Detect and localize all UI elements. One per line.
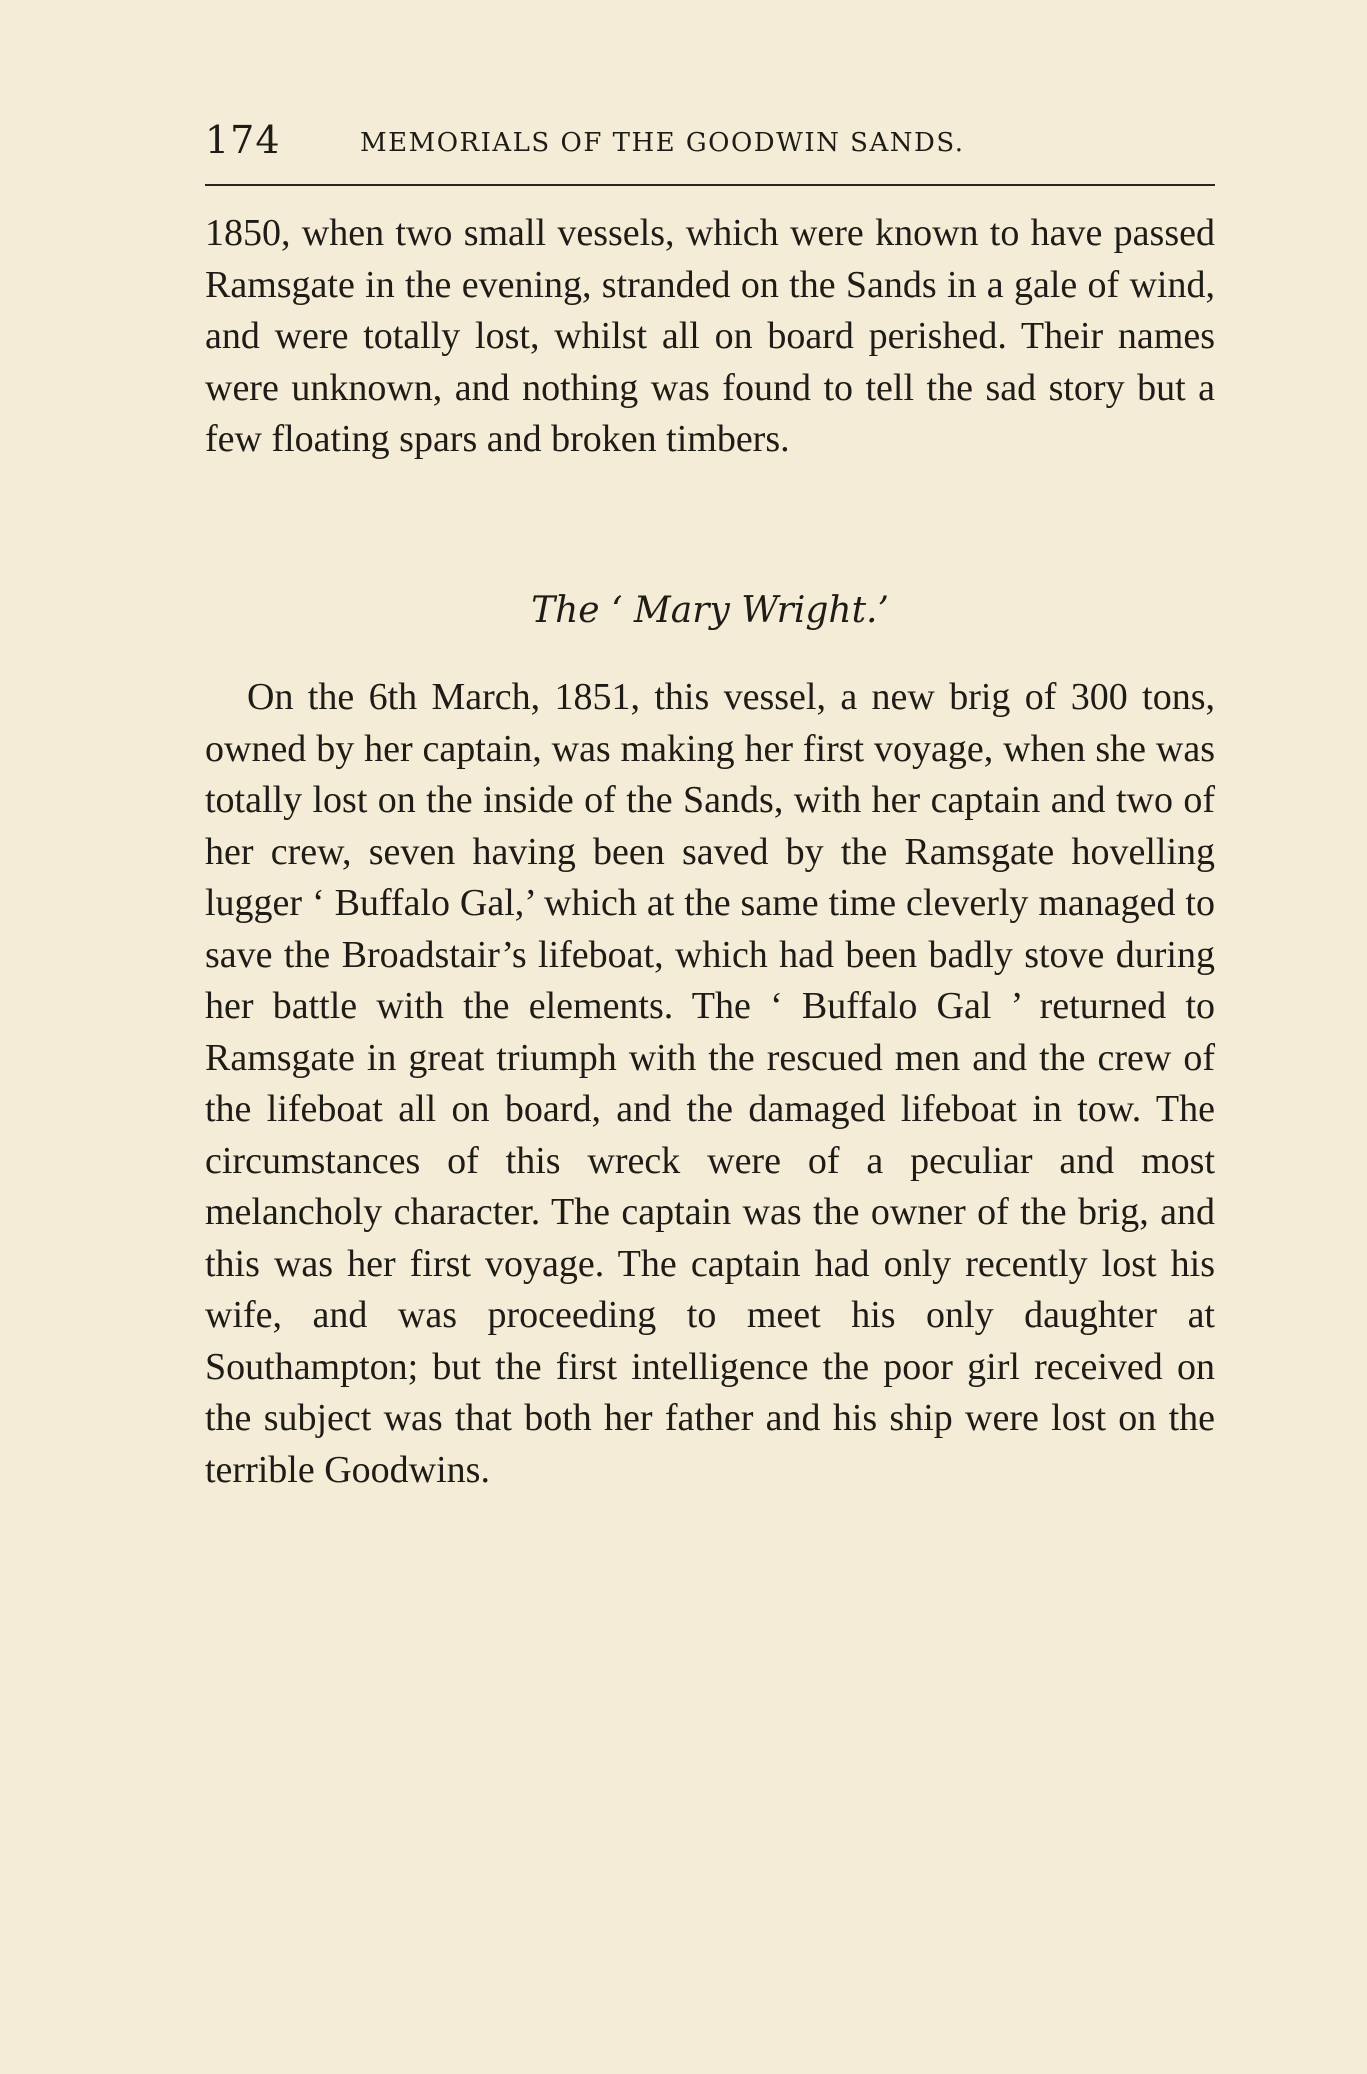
header-rule [205, 184, 1215, 186]
running-title: MEMORIALS OF THE GOODWIN SANDS. [360, 128, 965, 158]
section-title: The ‘ Mary Wright.’ [531, 590, 889, 631]
paragraph-2: On the 6th March, 1851, this vessel, a new brig of 300 tons, owned by her captain, was making her first voyage, when she was totally lost on the inside of the Sands, with her captain and two of her crew, seven having been saved by the Ramsgate hovelling lugger ‘ Buffalo Gal,’ which at the same time cleverly managed to save the Broadstair’s lifeboat, which had been badly stove during her battle with the elements. The ‘ Buffalo Gal ’ returned to Ramsgate in great triumph with the rescued men and the crew of the lifeboat all on board, and the damaged lifeboat in tow. The circumstances of this wreck were of a peculiar and most melancholy character. The captain was the owner of the brig, and this was her first voyage. The captain had only recently lost his wife, and was proceeding to meet his only daughter at Southampton; but the first intelligence the poor girl received on the subject was that both her father and his ship were lost on the terrible Goodwins. [205, 676, 1215, 1491]
page-number: 174 [205, 118, 281, 162]
paragraph-1: 1850, when two small vessels, which were known to have passed Ramsgate in the evening, stranded on the Sands in a gale of wind, and were totally lost, whilst all on board perished. Their names were unknown, and nothing was found to tell the sad story but a few floating spars and broken timbers. [205, 212, 1215, 460]
page-header [205, 118, 1215, 168]
